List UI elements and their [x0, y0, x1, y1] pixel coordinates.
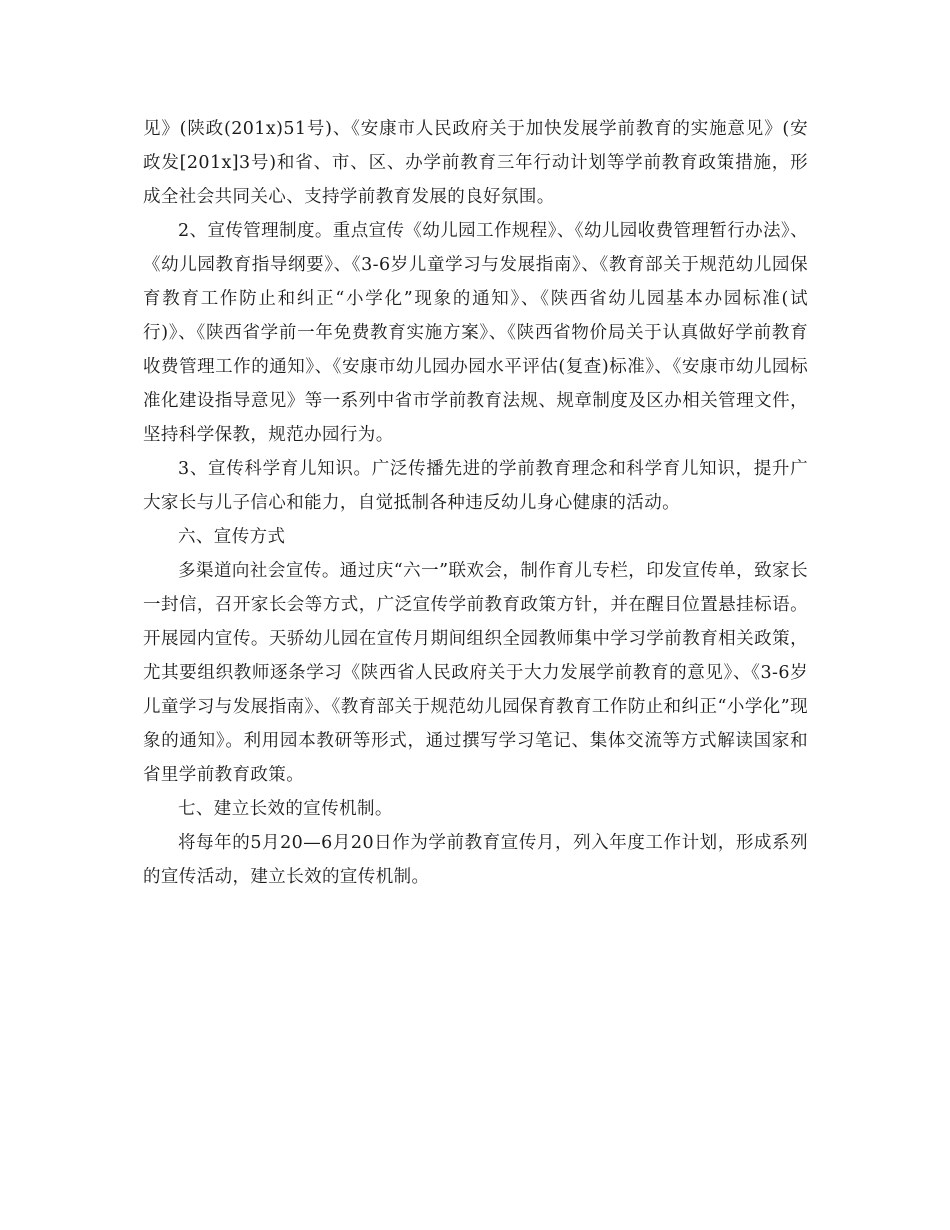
paragraph-parenting-knowledge: 3、宣传科学育儿知识。广泛传播先进的学前教育理念和科学育儿知识，提升广大家长与儿子信心和能力，自觉抵制各种违反幼儿身心健康的活动。 — [143, 459, 808, 513]
section-heading-methods: 六、宣传方式 — [178, 527, 286, 547]
paragraph-continuation: 见》(陕政(201x)51号)、《安康市人民政府关于加快发展学前教育的实施意见》(安政发[201x]3号)和省、市、区、办学前教育三年行动计划等学前教育政策措施，形成全社会共同关心、支持学前教育发展的良好氛围。 — [143, 119, 808, 207]
document-page — [143, 112, 808, 894]
paragraph-multi-channel: 多渠道向社会宣传。通过庆“六一”联欢会，制作育儿专栏，印发宣传单，致家长一封信，召开家长会等方式，广泛宣传学前教育政策方针，并在醒目位置悬挂标语。开展园内宣传。天骄幼儿园在宣传月期间组织全园教师集中学习学前教育相关政策，尤其要组织教师逐条学习《陕西省人民政府关于大力发展学前教育的意见》、《3-6岁儿童学习与发展指南》、《教育部关于规范幼儿园保育教育工作防止和纠正“小学化”现象的通知》。利用园本教研等形式，通过撰写学习笔记、集体交流等方式解读国家和省里学前教育政策。 — [143, 561, 808, 785]
paragraph-promotion-month: 将每年的5月20—6月20日作为学前教育宣传月，列入年度工作计划，形成系列的宣传活动，建立长效的宣传机制。 — [143, 833, 808, 887]
paragraph-management-system: 2、宣传管理制度。重点宣传《幼儿园工作规程》、《幼儿园收费管理暂行办法》、《幼儿园教育指导纲要》、《3-6岁儿童学习与发展指南》、《教育部关于规范幼儿园保育教育工作防止和纠正“小学化”现象的通知》、《陕西省幼儿园基本办园标准(试行)》、《陕西省学前一年免费教育实施方案》、《陕西省物价局关于认真做好学前教育收费管理工作的通知》、《安康市幼儿园办园水平评估(复查)标准》、《安康市幼儿园标准化建设指导意见》等一系列中省市学前教育法规、规章制度及区办相关管理文件，坚持科学保教，规范办园行为。 — [143, 221, 808, 445]
section-heading-mechanism: 七、建立长效的宣传机制。 — [178, 799, 393, 819]
